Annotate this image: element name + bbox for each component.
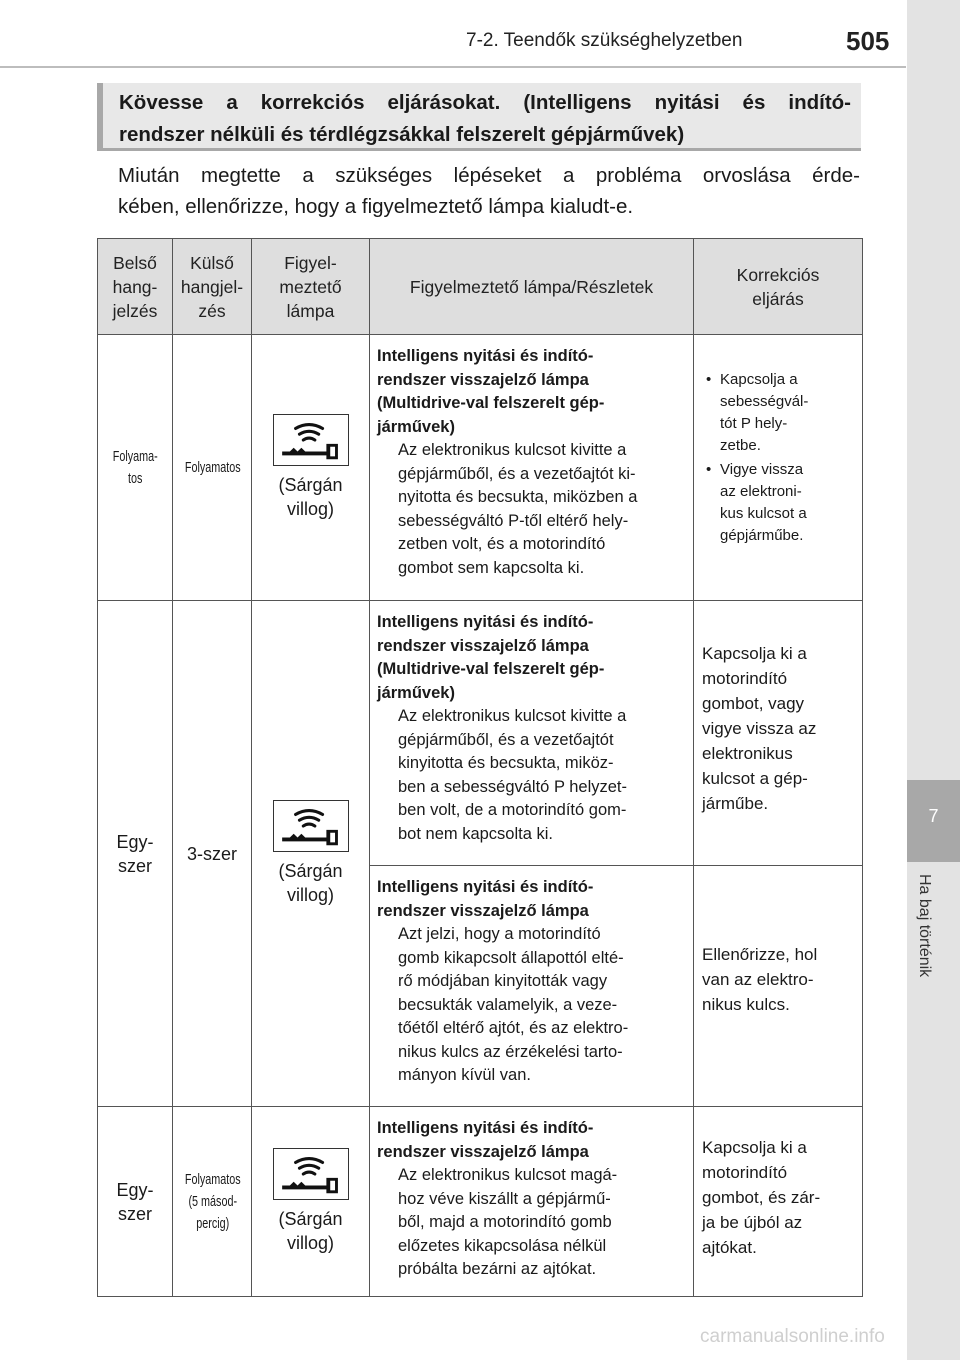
action-cell [694, 335, 863, 601]
chapter-tab[interactable] [907, 780, 960, 862]
action-line: ajtókat. [702, 1238, 757, 1257]
body-line: Az elektronikus kulcsot kivitte a [398, 441, 627, 459]
watermark: carmanualsonline.info [700, 1326, 885, 1347]
body-line: Az elektronikus kulcsot kivitte a [398, 707, 627, 725]
action-line: motorindító [702, 669, 788, 688]
header-line: eljárás [752, 288, 804, 309]
action-line: az elektroni- [720, 483, 802, 500]
body-line: sebességváltó P-től eltérő hely- [398, 511, 629, 530]
action-line: sebességvál- [720, 393, 809, 410]
action-text [702, 641, 854, 816]
header-line: Korrekciós [736, 264, 820, 285]
details-body [398, 439, 687, 580]
title-line: rendszer visszajelző lámpa [377, 901, 589, 920]
action-line: Kapcsolja ki a [702, 1138, 807, 1157]
header-line: Belső [113, 252, 157, 273]
details-cell [370, 866, 694, 1107]
caption-line: villog) [286, 885, 334, 905]
outer-buzzer-cell [173, 1107, 252, 1297]
lamp-cell [252, 335, 370, 601]
action-cell [694, 866, 863, 1107]
action-line: motorindító [702, 1163, 788, 1182]
details-title [377, 1117, 687, 1164]
body-line: tőétől eltérő ajtót, és az elektro- [398, 1019, 629, 1037]
title-line: Intelligens nyitási és indító- [377, 347, 594, 365]
details-title [377, 611, 687, 705]
action-line: zetbe. [720, 437, 761, 454]
action-line: gombot, vagy [702, 694, 805, 713]
outer-buzzer-value: Folyamatos [184, 458, 241, 476]
body-line: Az elektronikus kulcsot magá- [398, 1166, 618, 1184]
action-line: nikus kulcs. [702, 995, 790, 1014]
header-line: jelzés [112, 300, 158, 321]
header-line: hangjel- [180, 276, 244, 297]
intro-line: kében, ellenőrizze, hogy a figyelmeztető lámpa kialudt-e. [118, 195, 634, 218]
action-bullet [702, 369, 854, 457]
lamp-cell [252, 601, 370, 1107]
caption-line: (Sárgán [278, 475, 343, 495]
outer-buzzer-value [185, 1169, 241, 1235]
chapter-title: Ha baj történik [916, 874, 933, 978]
title-line: rendszer visszajelző lámpa [377, 1142, 589, 1161]
banner-line: rendszer nélküli és térdlégzsákkal felszerelt gépjárművek) [119, 123, 685, 146]
action-bullet [702, 459, 854, 547]
action-line: • Vigye vissza [720, 461, 804, 478]
body-line: ben volt, de a motorindító gom- [398, 801, 627, 819]
action-cell [694, 1107, 863, 1297]
details-cell [370, 335, 694, 601]
action-line: tót P hely- [720, 415, 788, 432]
action-line: vigye vissza az [702, 719, 817, 738]
lamp-caption [253, 859, 368, 907]
smart-key-indicator-icon [273, 800, 349, 852]
outer-buzzer-cell [173, 335, 252, 601]
header-action [694, 239, 863, 335]
body-line: nikus kulcs az érzékelési tarto- [398, 1042, 623, 1061]
action-line: Kapcsolja ki a [702, 644, 807, 663]
action-line: van az elektro- [702, 970, 814, 989]
title-line: (Multidrive-val felszerelt gép- [377, 394, 605, 412]
body-line: mányon kívül van. [398, 1066, 531, 1084]
action-line: Ellenőrizze, hol [702, 945, 818, 964]
details-cell [370, 601, 694, 866]
header-line: lámpa [286, 300, 335, 321]
body-line: zetben volt, és a motorindító [398, 535, 606, 553]
cell-line: szer [117, 855, 152, 876]
caption-line: (Sárgán [278, 1209, 343, 1229]
header-details: Figyelmeztető lámpa/Részletek [370, 239, 694, 335]
body-line: rő módjában kinyitották vagy [398, 972, 608, 990]
action-line: kus kulcsot a [720, 505, 807, 522]
procedure-banner [97, 83, 861, 151]
cell-line: tos [127, 469, 143, 487]
cell-line: Egy- [116, 1179, 154, 1200]
lamp-caption [253, 473, 368, 521]
chapter-title-wrap [907, 870, 960, 1020]
body-line: Azt jelzi, hogy a motorindító [398, 925, 601, 943]
action-line: gépjárműbe. [720, 527, 804, 544]
caption-line: (Sárgán [278, 861, 343, 881]
title-line: járművek) [377, 417, 455, 436]
cell-line: Egy- [116, 831, 154, 852]
cell-line: Folyama- [112, 447, 158, 465]
details-cell [370, 1107, 694, 1297]
cell-line: Folyamatos [184, 1170, 241, 1188]
action-text [702, 942, 854, 1017]
details-body [398, 1164, 687, 1282]
body-line: előzetes kikapcsolása nélkül [398, 1236, 607, 1255]
title-line: Intelligens nyitási és indító- [377, 1119, 594, 1137]
title-line: (Multidrive-val felszerelt gép- [377, 660, 605, 678]
header-line: Külső [190, 252, 234, 273]
body-line: gomb kikapcsolt állapottól elté- [398, 948, 624, 967]
smart-key-indicator-icon [273, 414, 349, 466]
body-line: próbálta bezárni az ajtókat. [398, 1260, 597, 1278]
header-inner-buzzer [98, 239, 173, 335]
banner-text [103, 83, 861, 151]
inner-buzzer-cell [98, 601, 173, 1107]
header-line: hang- [112, 276, 158, 297]
inner-buzzer-cell [98, 1107, 173, 1297]
outer-buzzer-cell [173, 601, 252, 1107]
details-title [377, 345, 687, 439]
title-line: járművek) [377, 683, 455, 702]
title-line: Intelligens nyitási és indító- [377, 613, 594, 631]
action-text [702, 1135, 854, 1260]
inner-buzzer-value [99, 830, 171, 878]
banner-line: Kövesse a korrekciós eljárásokat. (Intelligens nyitási és indító- [119, 91, 851, 114]
sidebar [907, 0, 960, 1360]
action-line: elektronikus [702, 744, 793, 763]
title-line: rendszer visszajelző lámpa [377, 370, 589, 389]
action-line: ja be újból az [702, 1213, 803, 1232]
body-line: bot nem kapcsolta ki. [398, 824, 553, 843]
lamp-caption [253, 1207, 368, 1255]
details-body [398, 923, 687, 1088]
warning-table [97, 238, 863, 1297]
body-line: nyitotta és becsukta, miközben a [398, 488, 638, 506]
table-row [98, 1107, 863, 1297]
body-line: ben a sebességváltó P helyzet- [398, 777, 628, 796]
chapter-number: 7 [928, 806, 939, 826]
intro-paragraph [118, 160, 860, 222]
action-line: gombot, és zár- [702, 1188, 821, 1207]
header-line: meztető [279, 276, 342, 297]
table-header-row [98, 239, 863, 335]
title-line: Intelligens nyitási és indító- [377, 878, 594, 896]
page-number: 505 [846, 26, 890, 56]
title-line: rendszer visszajelző lámpa [377, 636, 589, 655]
action-line: • Kapcsolja a [720, 371, 798, 388]
inner-buzzer-value [99, 1178, 171, 1226]
section-title: 7-2. Teendők szükséghelyzetben [466, 30, 743, 51]
action-line: kulcsot a gép- [702, 769, 808, 788]
body-line: becsukták valamelyik, a veze- [398, 995, 618, 1014]
smart-key-indicator-icon [273, 1148, 349, 1200]
body-line: hoz véve kiszállt a gépjármű- [398, 1189, 611, 1208]
cell-line: percig) [196, 1214, 230, 1232]
caption-line: villog) [286, 1233, 334, 1253]
details-title [377, 876, 687, 923]
action-line: járműbe. [702, 794, 769, 813]
header-line: Figyel- [284, 252, 337, 273]
body-line: gombot sem kapcsolta ki. [398, 558, 585, 577]
lamp-cell [252, 1107, 370, 1297]
intro-line: Miután megtette a szükséges lépéseket a probléma orvoslása érde- [118, 164, 860, 187]
caption-line: villog) [286, 499, 334, 519]
table-row [98, 601, 863, 866]
body-line: gépjárműből, és a vezetőajtót [398, 730, 614, 749]
body-line: kinyitotta és becsukta, miköz- [398, 754, 614, 772]
action-list [702, 369, 854, 547]
cell-line: szer [117, 1203, 152, 1224]
table-row [98, 335, 863, 601]
outer-buzzer-value: 3-szer [186, 843, 237, 864]
header-warning-lamp [252, 239, 370, 335]
header-outer-buzzer [173, 239, 252, 335]
cell-line: (5 másod- [188, 1192, 238, 1210]
body-line: ből, majd a motorindító gomb [398, 1213, 612, 1231]
inner-buzzer-value [112, 446, 157, 490]
body-line: gépjárműből, és a vezetőajtót ki- [398, 464, 636, 483]
inner-buzzer-cell [98, 335, 173, 601]
details-body [398, 705, 687, 846]
action-cell [694, 601, 863, 866]
header-divider [0, 66, 906, 68]
header-line: zés [198, 300, 226, 321]
